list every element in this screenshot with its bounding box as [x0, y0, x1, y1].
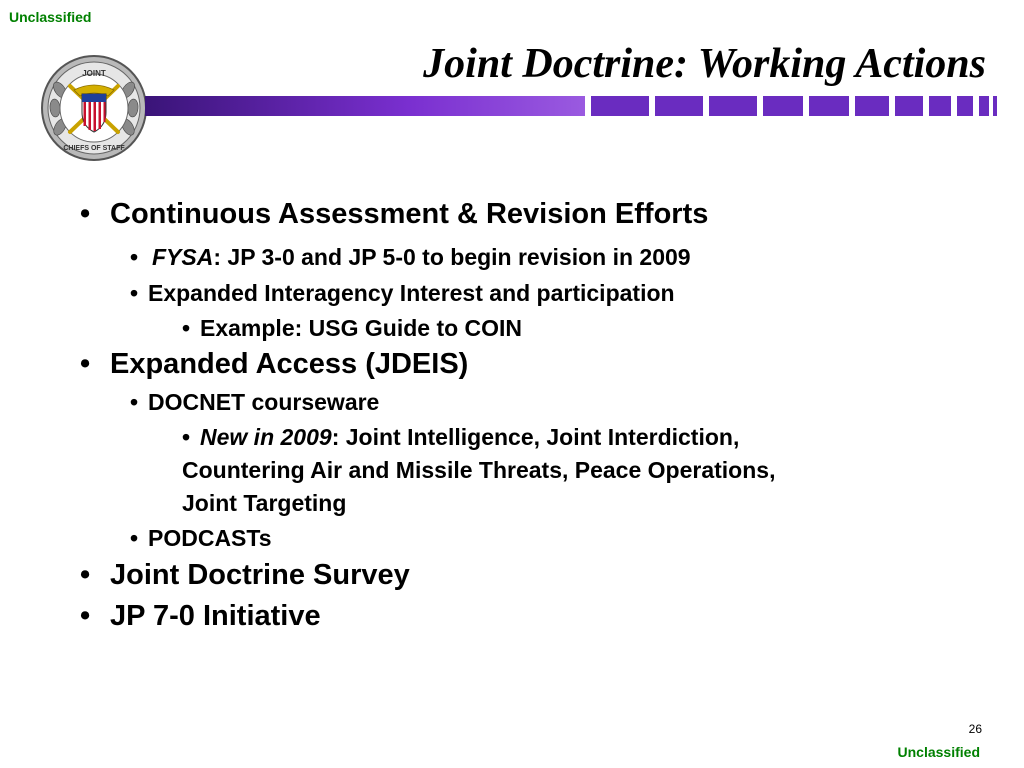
- seal-ring-text-bottom: CHIEFS OF STAFF: [63, 145, 125, 152]
- new-in-2009-label: New in 2009: [200, 424, 332, 450]
- classification-bottom: Unclassified: [897, 744, 980, 760]
- bullet-fysa: • FYSA: JP 3-0 and JP 5-0 to begin revision in 2009: [130, 244, 691, 270]
- bullet-new-in-2009-line2: Countering Air and Missile Threats, Peace Operations,: [182, 457, 776, 483]
- bullet-continuous-assessment: • Continuous Assessment & Revision Efforts: [80, 198, 709, 230]
- classification-top: Unclassified: [9, 9, 92, 25]
- slide-title: Joint Doctrine: Working Actions: [423, 41, 986, 87]
- bullet-expanded-access: • Expanded Access (JDEIS): [80, 348, 469, 380]
- bullet-docnet: • DOCNET courseware: [130, 389, 380, 415]
- bullet-survey: • Joint Doctrine Survey: [80, 559, 410, 591]
- bullet-interagency: • Expanded Interagency Interest and participation: [130, 280, 675, 306]
- bullet-new-in-2009-line3: Joint Targeting: [182, 490, 347, 516]
- bullet-new-in-2009: • New in 2009: Joint Intelligence, Joint Interdiction,: [182, 424, 740, 450]
- fysa-label: FYSA: [152, 244, 214, 270]
- seal-ring-text-top: JOINT: [82, 69, 106, 78]
- bullet-jp7-initiative: • JP 7-0 Initiative: [80, 600, 321, 632]
- bullet-usg-guide: • Example: USG Guide to COIN: [182, 315, 523, 341]
- bullet-podcasts: • PODCASTs: [130, 525, 272, 551]
- page-number: 26: [968, 722, 982, 736]
